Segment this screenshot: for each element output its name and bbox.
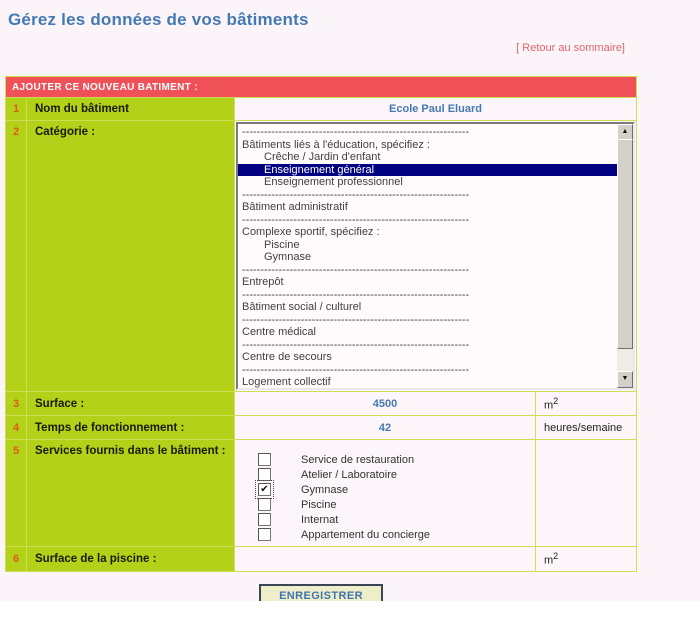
unit-exponent: 2 [553,551,559,562]
row-temps-fonctionnement [6,416,636,439]
row-nom-du-batiment [6,98,636,120]
unit-base: m [544,554,554,567]
temps-input[interactable]: 42 [235,416,535,439]
service-checkbox[interactable] [258,528,271,541]
service-checkbox[interactable] [258,513,271,526]
service-option-row [235,467,535,482]
category-separator: -------------------------------------------------------------- [242,188,470,201]
piscine-unit [536,547,636,571]
service-label: Service de restauration [301,453,415,466]
service-label: Gymnase [301,483,349,496]
form-header: AJOUTER CE NOUVEAU BATIMENT : [6,77,636,97]
category-option[interactable]: Entrepôt [242,276,284,288]
back-to-summary-link[interactable]: [ Retour au sommaire] [516,42,625,54]
service-label: Atelier / Laboratoire [301,468,397,481]
temps-label: Temps de fonctionnement : [27,416,234,439]
row-number: 1 [6,98,26,120]
service-option-row [235,527,535,542]
category-separator: -------------------------------------------------------------- [242,213,470,226]
service-checkbox[interactable] [258,498,271,511]
service-label: Internat [301,513,339,526]
service-checkbox[interactable] [258,453,271,466]
row-number: 5 [6,440,26,546]
unit-base: m [544,399,554,412]
nom-input[interactable]: Ecole Paul Eluard [235,98,636,120]
service-checkbox-checked[interactable]: ✔ [258,483,271,496]
page-title: Gérez les données de vos bâtiments [8,10,309,29]
services-label: Services fournis dans le bâtiment : [27,440,234,546]
category-option[interactable]: Centre médical [242,326,316,338]
scroll-down-icon[interactable]: ▼ [617,371,633,388]
row-number: 4 [6,416,26,439]
scroll-up-icon[interactable]: ▲ [617,124,633,141]
category-option[interactable]: Logement collectif [242,376,331,388]
service-option-row [235,452,535,467]
category-option[interactable]: Bâtiments liés à l'éducation, spécifiez : [242,138,430,151]
category-option[interactable]: Crêche / Jardin d'enfant [264,151,381,163]
row-surface [6,392,636,415]
row-surface-piscine [6,547,636,571]
temps-unit: heures/semaine [536,416,636,439]
back-link-row [0,42,700,54]
category-listbox-items [238,124,633,390]
category-option[interactable]: Bâtiment social / culturel [242,301,362,313]
category-listbox[interactable] [236,122,635,390]
category-option[interactable]: Enseignement général [238,164,633,177]
category-separator: -------------------------------------------------------------- [242,363,470,376]
service-option-row [235,497,535,512]
category-separator: -------------------------------------------------------------- [242,288,470,301]
row-services [6,440,636,546]
services-cell [235,440,535,546]
category-option[interactable]: Bâtiment administratif [242,201,348,213]
nom-label: Nom du bâtiment [27,98,234,120]
piscine-input[interactable] [235,547,535,571]
category-separator: -------------------------------------------------------------- [242,338,470,351]
category-separator: -------------------------------------------------------------- [242,263,470,276]
surface-input[interactable]: 4500 [235,392,535,415]
service-option-row [235,482,535,497]
save-button[interactable]: ENREGISTRER [259,584,383,601]
category-option[interactable]: Complexe sportif, spécifiez : [242,226,380,238]
scrollbar-track[interactable] [617,124,633,388]
building-form-table [5,76,637,572]
categorie-cell [235,121,636,391]
piscine-label: Surface de la piscine : [27,547,234,571]
row-number: 3 [6,392,26,415]
row-number: 6 [6,547,26,571]
category-option[interactable]: Piscine [264,238,300,251]
category-option[interactable]: Gymnase [264,251,312,263]
scrollbar-thumb[interactable] [617,139,633,349]
button-row [5,584,637,601]
category-separator: -------------------------------------------------------------- [242,126,470,138]
surface-label: Surface : [27,392,234,415]
unit-exponent: 2 [553,395,559,406]
surface-unit [536,392,636,415]
service-checkbox[interactable] [258,468,271,481]
form-header-row [6,77,636,97]
category-option[interactable]: Centre de secours [242,351,332,363]
services-unit-empty [536,440,636,546]
service-option-row [235,512,535,527]
service-label: Piscine [301,498,337,511]
row-categorie [6,121,636,391]
row-number: 2 [6,121,26,391]
services-list [235,440,535,542]
service-label: Appartement du concierge [301,528,431,541]
categorie-label: Catégorie : [27,121,234,391]
category-option[interactable]: Enseignement professionnel [264,176,403,188]
category-separator: -------------------------------------------------------------- [242,313,470,326]
